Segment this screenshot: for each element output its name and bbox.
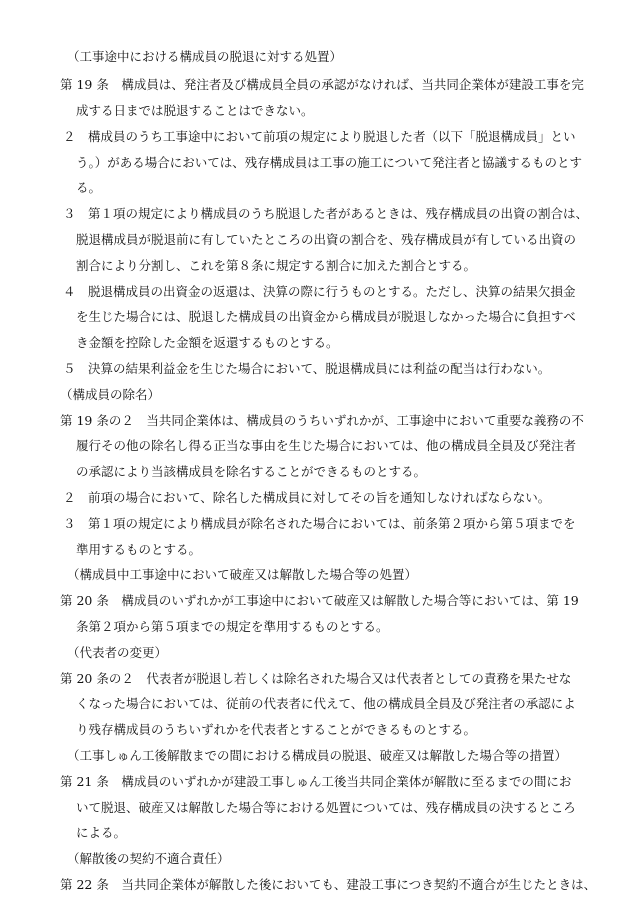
article-20-2-line-1: 第 20 条の２ 代表者が脱退し若しくは除名された場合又は代表者としての責務を果たせな bbox=[60, 671, 572, 686]
article-19-para-4-line-3: き金額を控除した金額を返還するものとする。 bbox=[76, 335, 339, 350]
article-19-para-3-line-3: 割合により分割し、これを第８条に規定する割合に加えた割合とする。 bbox=[76, 258, 477, 273]
article-20-2-line-3: り残存構成員のうちいずれかを代表者とすることができるものとする。 bbox=[76, 722, 477, 737]
article-19-para-3-line-2: 脱退構成員が脱退前に有していたところの出資の割合を、残存構成員が有している出資の bbox=[76, 232, 577, 247]
article-19-line-1: 第 19 条 構成員は、発注者及び構成員全員の承認がなければ、当共同企業体が建設工事を完 bbox=[60, 77, 584, 92]
heading-defect-liability: （解散後の契約不適合責任） bbox=[67, 851, 230, 866]
heading-withdrawal-during-work: （工事途中における構成員の脱退に対する処置） bbox=[67, 49, 343, 64]
article-19-line-2: 成する日までは脱退することはできない。 bbox=[76, 103, 314, 118]
heading-bankruptcy-during-work: （構成員中工事途中において破産又は解散した場合等の処置） bbox=[67, 567, 418, 582]
article-21-line-2: いて脱退、破産又は解散した場合等における処置については、残存構成員の決するところ bbox=[76, 800, 576, 815]
article-19-para-2-line-3: る。 bbox=[76, 180, 102, 195]
article-19-para-2-line-1: ２ 構成員のうち工事途中において前項の規定により脱退した者（以下「脱退構成員」とい bbox=[63, 129, 576, 144]
article-22-line-1: 第 22 条 当共同企業体が解散した後においても、建設工事につき契約不適合が生じたときは、 bbox=[60, 877, 597, 892]
article-21-line-1: 第 21 条 構成員のいずれかが建設工事しゅん工後当共同企業体が解散に至るまでの間にお bbox=[60, 774, 572, 789]
article-19-2-line-3: の承認により当該構成員を除名することができるものとする。 bbox=[76, 464, 427, 479]
article-19-para-4-line-1: ４ 脱退構成員の出資金の返還は、決算の際に行うものとする。ただし、決算の結果欠損金 bbox=[63, 284, 576, 299]
article-20-2-line-2: くなった場合においては、従前の代表者に代えて、他の構成員全員及び発注者の承認によ bbox=[76, 696, 576, 711]
heading-expulsion: （構成員の除名） bbox=[60, 387, 161, 402]
article-19-2-line-2: 履行その他の除名し得る正当な事由を生じた場合においては、他の構成員全員及び発注者 bbox=[76, 438, 577, 453]
article-19-2-para-2: ２ 前項の場合において、除名した構成員に対してその旨を通知しなければならない。 bbox=[63, 490, 551, 505]
article-19-para-4-line-2: を生じた場合には、脱退した構成員の出資金から構成員が脱退しなかった場合に負担すべ bbox=[76, 309, 576, 324]
article-19-para-2-line-2: う。）がある場合においては、残存構成員は工事の施工について発注者と協議するものとす bbox=[76, 155, 583, 170]
article-19-2-para-3-line-2: 準用するものとする。 bbox=[76, 542, 202, 557]
article-20-line-1: 第 20 条 構成員のいずれかが工事途中において破産又は解散した場合等においては、第 19 bbox=[60, 593, 579, 608]
article-19-2-para-3-line-1: ３ 第１項の規定により構成員が除名された場合においては、前条第２項から第５項までを bbox=[63, 516, 576, 531]
article-21-line-3: による。 bbox=[76, 825, 127, 840]
article-20-line-2: 条第２項から第５項までの規定を準用するものとする。 bbox=[76, 619, 389, 634]
article-19-2-line-1: 第 19 条の２ 当共同企業体は、構成員のうちいずれかが、工事途中において重要な義務の不 bbox=[60, 413, 584, 428]
article-19-para-3-line-1: ３ 第１項の規定により構成員のうち脱退した者があるときは、残存構成員の出資の割合は、 bbox=[63, 206, 589, 221]
article-19-para-5: ５ 決算の結果利益金を生じた場合において、脱退構成員には利益の配当は行わない。 bbox=[63, 361, 551, 376]
heading-after-completion: （工事しゅん工後解散までの間における構成員の脱退、破産又は解散した場合等の措置） bbox=[67, 748, 568, 763]
heading-representative-change: （代表者の変更） bbox=[67, 645, 168, 660]
